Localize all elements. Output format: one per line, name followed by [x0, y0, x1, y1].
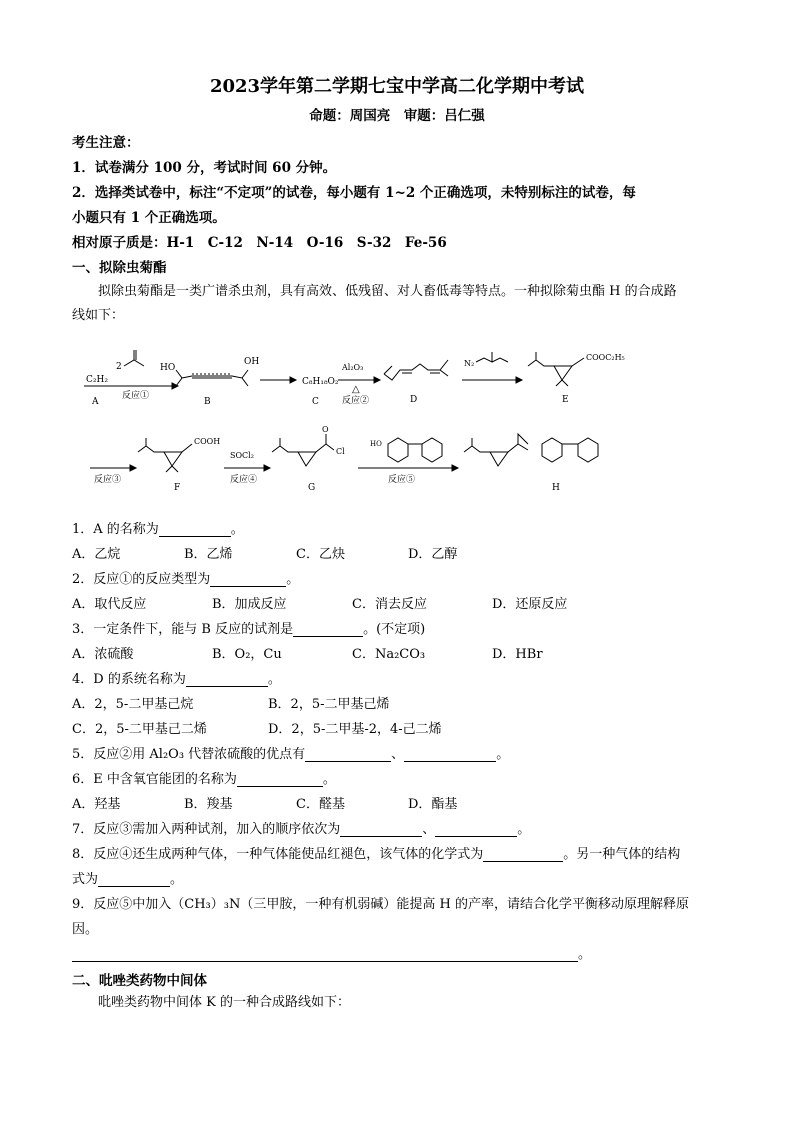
svg-text:Cl: Cl	[336, 447, 345, 456]
notice-line-2a: 2．选择类试卷中，标注“不定项”的试卷，每小题有 1~2 个正确选项，未特别标注的试卷，每	[72, 185, 636, 201]
q3-option-b[interactable]: B．O₂，Cu	[212, 647, 282, 662]
svg-text:SOCl₂: SOCl₂	[230, 451, 254, 460]
answer-line-q9[interactable]	[72, 947, 578, 962]
question-1: 1．A 的名称为 。	[72, 522, 244, 537]
answer-blank-q7a[interactable]	[340, 822, 422, 837]
q1-option-d[interactable]: D．乙醇	[408, 547, 458, 562]
section1-intro-1: 拟除虫菊酯是一类广谱杀虫剂，具有高效、低残留、对人畜低毒等特点。一种拟除菊虫酯 H 的合成路	[98, 284, 677, 299]
q4-option-d[interactable]: D．2，5-二甲基-2，4-己二烯	[268, 722, 442, 737]
answer-blank-q2[interactable]	[210, 572, 286, 587]
question-5: 5．反应②用 Al₂O₃ 代替浓硫酸的优点有 、 。	[72, 747, 510, 762]
section1-intro-2: 线如下：	[72, 308, 125, 323]
svg-text:C₈H₁₈O₂: C₈H₁₈O₂	[302, 377, 339, 387]
q2-option-b[interactable]: B．加成反应	[212, 597, 287, 612]
question-9: 9．反应⑤中加入（CH₃）₃N（三甲胺，一种有机弱碱）能提高 H 的产率，请结合化学平衡移动原理解释原	[72, 897, 689, 912]
svg-text:F: F	[174, 483, 181, 493]
q4-option-c[interactable]: C．2，5-二甲基己二烯	[72, 722, 207, 737]
q6-option-a[interactable]: A．羟基	[72, 797, 121, 812]
q1-option-c[interactable]: C．乙炔	[296, 547, 345, 562]
svg-text:反应⑤: 反应⑤	[388, 475, 416, 485]
q1-option-b[interactable]: B．乙烯	[184, 547, 233, 562]
notice-line-1: 1．试卷满分 100 分，考试时间 60 分钟。	[72, 160, 337, 176]
q1-option-a[interactable]: A．乙烷	[72, 547, 121, 562]
svg-text:Al₂O₃: Al₂O₃	[342, 363, 364, 372]
question-9-answer: 。	[72, 943, 591, 962]
question-2: 2．反应①的反应类型为 。	[72, 572, 300, 587]
q2-option-a[interactable]: A．取代反应	[72, 597, 147, 612]
question-6: 6．E 中含氧官能团的名称为 。	[72, 772, 336, 787]
question-7: 7．反应③需加入两种试剂，加入的顺序依次为 、 。	[72, 822, 531, 837]
svg-text:△: △	[352, 384, 360, 395]
question-3: 3．一定条件下，能与 B 反应的试剂是 。(不定项)	[72, 622, 426, 637]
exam-authors: 命题：周国亮 审题：吕仁强	[309, 108, 485, 124]
question-8-cont: 式为 。	[72, 872, 184, 887]
svg-text:D: D	[410, 395, 418, 405]
svg-text:COOH: COOH	[194, 437, 221, 446]
svg-text:H: H	[552, 483, 560, 493]
answer-blank-q7b[interactable]	[435, 822, 517, 837]
notice-line-2b: 小题只有 1 个正确选项。	[72, 210, 226, 226]
answer-blank-q5b[interactable]	[404, 747, 496, 762]
svg-text:反应③: 反应③	[94, 475, 122, 485]
svg-text:O: O	[322, 425, 329, 434]
answer-blank-q4[interactable]	[186, 672, 268, 687]
q6-option-d[interactable]: D．酯基	[408, 797, 458, 812]
svg-text:N₂: N₂	[464, 359, 475, 368]
svg-text:反应②: 反应②	[342, 396, 370, 406]
svg-text:2: 2	[116, 362, 122, 372]
q4-option-b[interactable]: B．2，5-二甲基己烯	[268, 697, 390, 712]
q3-option-a[interactable]: A．浓硫酸	[72, 647, 134, 662]
q3-option-c[interactable]: C．Na₂CO₃	[352, 647, 426, 662]
answer-blank-q1[interactable]	[159, 522, 231, 537]
synthesis-scheme	[72, 340, 732, 510]
q2-option-d[interactable]: D．还原反应	[492, 597, 568, 612]
svg-text:HO: HO	[160, 363, 176, 373]
svg-text:反应④: 反应④	[230, 475, 258, 485]
answer-blank-q8b[interactable]	[98, 872, 170, 887]
q4-option-a[interactable]: A．2，5-二甲基己烷	[72, 697, 194, 712]
exam-title: 2023学年第二学期七宝中学高二化学期中考试	[209, 76, 585, 97]
section1-heading: 一、拟除虫菊酯	[72, 260, 167, 276]
answer-blank-q8a[interactable]	[483, 847, 563, 862]
q6-option-b[interactable]: B．羧基	[184, 797, 233, 812]
notice-heading: 考生注意：	[72, 135, 140, 151]
svg-text:HO: HO	[370, 440, 382, 448]
svg-text:G: G	[308, 483, 316, 493]
atomic-masses: 相对原子质是：H-1 C-12 N-14 O-16 S-32 Fe-56	[72, 235, 447, 251]
svg-text:OH: OH	[244, 357, 260, 367]
question-8: 8．反应④还生成两种气体，一种气体能使品红褪色，该气体的化学式为 。另一种气体的结构	[72, 847, 681, 862]
svg-text:B: B	[204, 397, 211, 407]
answer-blank-q5a[interactable]	[305, 747, 391, 762]
answer-blank-q6[interactable]	[237, 772, 323, 787]
svg-text:A: A	[92, 397, 99, 407]
answer-blank-q3[interactable]	[293, 622, 363, 637]
svg-text:C: C	[312, 397, 319, 407]
question-4: 4．D 的系统名称为 。	[72, 672, 281, 687]
section2-heading: 二、吡唑类药物中间体	[72, 973, 207, 989]
section2-intro: 吡唑类药物中间体 K 的一种合成路线如下：	[98, 995, 350, 1010]
q3-option-d[interactable]: D．HBr	[492, 647, 543, 662]
question-9-cont: 因。	[72, 922, 99, 937]
svg-text:E: E	[562, 395, 569, 405]
q2-option-c[interactable]: C．消去反应	[352, 597, 427, 612]
svg-text:反应①: 反应①	[122, 391, 150, 401]
q6-option-c[interactable]: C．醛基	[296, 797, 345, 812]
svg-text:COOC₂H₅: COOC₂H₅	[586, 353, 625, 362]
svg-text:C₂H₂: C₂H₂	[86, 375, 108, 385]
